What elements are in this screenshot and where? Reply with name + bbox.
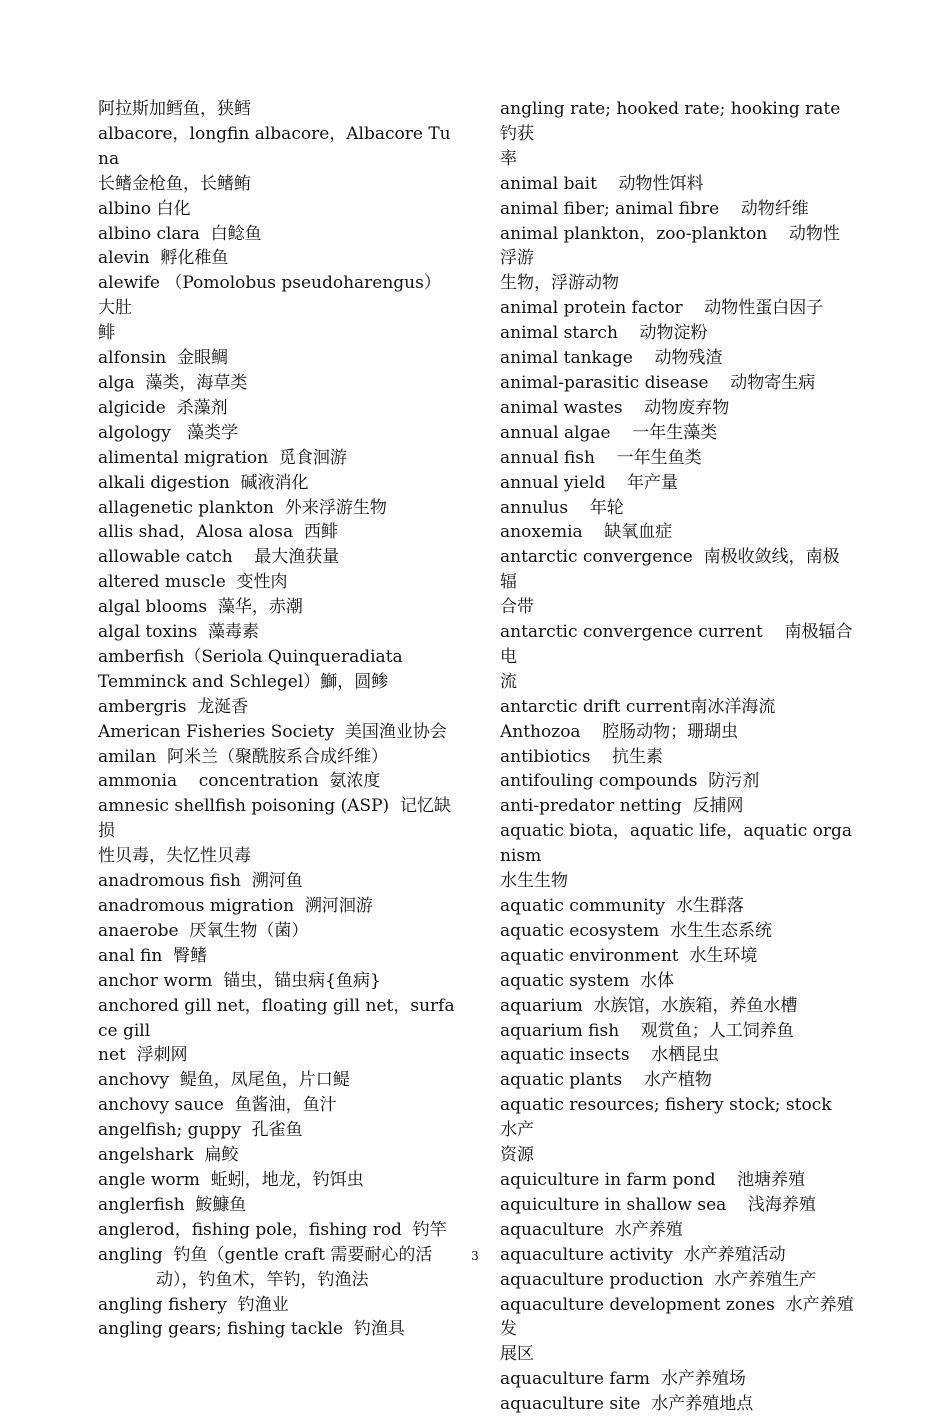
- dictionary-line: allis shad，Alosa alosa 西鲱: [98, 522, 338, 543]
- dictionary-line: anadromous fish 溯河鱼: [98, 871, 303, 892]
- dictionary-line: aquatic resources; fishery stock; stock 水产: [500, 1095, 854, 1141]
- dictionary-line: albacore，longfin albacore，Albacore Tuna: [98, 123, 451, 169]
- dictionary-line: anglerfish 鮟鱇鱼: [98, 1194, 247, 1215]
- dictionary-line: algology 藻类学: [98, 422, 239, 443]
- dictionary-line: 资源: [500, 1145, 534, 1166]
- dictionary-line: animal plankton，zoo-plankton 动物性浮游: [500, 223, 840, 269]
- dictionary-line: antarctic drift current南冰洋海流: [500, 696, 776, 717]
- dictionary-line: amnesic shellfish poisoning (ASP) 记忆缺损: [98, 796, 451, 842]
- dictionary-line: anadromous migration 溯河洄游: [98, 896, 373, 916]
- dictionary-line: 长鳍金枪鱼，长鳍鲔: [98, 173, 251, 194]
- dictionary-line: animal starch 动物淀粉: [500, 323, 708, 344]
- dictionary-line: algicide 杀藻剂: [98, 397, 228, 418]
- dictionary-line: amilan 阿米兰（聚酰胺系合成纤维）: [98, 746, 389, 767]
- dictionary-line: angling 钓鱼（gentle craft 需要耐心的活: [98, 1244, 433, 1265]
- dictionary-line: aquarium fish 观赏鱼；人工饲养鱼: [500, 1020, 794, 1041]
- dictionary-line: alimental migration 觅食洄游: [98, 447, 347, 468]
- dictionary-line: 生物，浮游动物: [500, 273, 619, 294]
- dictionary-line: Anthozoa 腔肠动物；珊瑚虫: [500, 721, 739, 742]
- dictionary-line: algal toxins 藻毒素: [98, 622, 260, 643]
- dictionary-line: animal wastes 动物废弃物: [500, 397, 730, 418]
- dictionary-line: allowable catch 最大渔获量: [98, 547, 340, 568]
- dictionary-line: aquatic environment 水生环境: [500, 945, 758, 966]
- dictionary-line: animal tankage 动物残渣: [500, 348, 723, 369]
- dictionary-line: aquatic community 水生群落: [500, 896, 744, 916]
- dictionary-line: 性贝毒，失忆性贝毒: [98, 846, 251, 867]
- dictionary-line: anglerod，fishing pole，fishing rod 钓竿: [98, 1219, 447, 1240]
- dictionary-line: aquaculture development zones 水产养殖发: [500, 1294, 854, 1340]
- page-number: 3: [471, 1249, 479, 1263]
- dictionary-line: 率: [500, 148, 517, 169]
- dictionary-line: aquaculture farm 水产养殖场: [500, 1369, 746, 1390]
- dictionary-line: antifouling compounds 防污剂: [500, 771, 760, 792]
- dictionary-line: anaerobe 厌氧生物（菌）: [98, 920, 309, 941]
- dictionary-line: aquatic plants 水产植物: [500, 1070, 712, 1091]
- dictionary-line: aquaculture activity 水产养殖活动: [500, 1244, 786, 1265]
- left-column: [98, 97, 455, 1342]
- dictionary-line: alevin 孵化稚鱼: [98, 248, 229, 269]
- dictionary-line: allagenetic plankton 外来浮游生物: [98, 497, 387, 518]
- dictionary-line: annual yield 年产量: [500, 472, 678, 493]
- dictionary-line: angling gears; fishing tackle 钓渔具: [98, 1319, 405, 1340]
- dictionary-line: annulus 年轮: [500, 497, 624, 518]
- dictionary-line: aquaculture production 水产养殖生产: [500, 1269, 817, 1290]
- dictionary-line: angling fishery 钓渔业: [98, 1294, 289, 1315]
- dictionary-line: aquiculture in farm pond 池塘养殖: [500, 1169, 806, 1190]
- dictionary-line: aquatic ecosystem 水生生态系统: [500, 920, 772, 941]
- dictionary-line: alkali digestion 碱液消化: [98, 472, 309, 493]
- dictionary-line: anoxemia 缺氧血症: [500, 522, 673, 543]
- dictionary-line: 展区: [500, 1344, 534, 1365]
- dictionary-line: aquatic biota，aquatic life，aquatic organism: [500, 821, 853, 867]
- dictionary-line: anchor worm 锚虫，锚虫病{鱼病}: [98, 970, 381, 991]
- dictionary-line: alga 藻类，海草类: [98, 372, 248, 393]
- dictionary-line: alfonsin 金眼鲷: [98, 348, 228, 369]
- dictionary-line: Temminck and Schlegel）鰤，圆鲹: [98, 671, 389, 692]
- dictionary-line: animal bait 动物性饵料: [500, 173, 704, 194]
- dictionary-line: 水生生物: [500, 871, 568, 892]
- dictionary-line: 合带: [500, 597, 534, 618]
- dictionary-line: animal-parasitic disease 动物寄生病: [500, 372, 816, 393]
- dictionary-line: amberfish（Seriola Quinqueradiata: [98, 646, 403, 667]
- dictionary-line: antarctic convergence current 南极辐合电: [500, 622, 853, 667]
- dictionary-line: antibiotics 抗生素: [500, 746, 664, 767]
- dictionary-line: algal blooms 藻华，赤潮: [98, 597, 303, 618]
- dictionary-line: 流: [500, 671, 517, 692]
- dictionary-line: aquarium 水族馆，水族箱，养鱼水槽: [500, 995, 798, 1016]
- dictionary-line: aquaculture site 水产养殖地点: [500, 1394, 754, 1415]
- dictionary-line: albino 白化: [98, 198, 191, 219]
- right-column: [500, 97, 855, 1417]
- dictionary-line: angelshark 扁鲛: [98, 1145, 239, 1166]
- dictionary-line: anchovy 鳀鱼，凤尾鱼，片口鳀: [98, 1070, 350, 1091]
- dictionary-line: anal fin 臀鳍: [98, 945, 208, 966]
- dictionary-line: aquatic system 水体: [500, 970, 675, 991]
- dictionary-line: American Fisheries Society 美国渔业协会: [98, 721, 447, 742]
- dictionary-line: animal protein factor 动物性蛋白因子: [500, 298, 824, 319]
- dictionary-line: 阿拉斯加鳕鱼，狭鳕: [98, 99, 251, 119]
- dictionary-line: anti-predator netting 反捕网: [500, 796, 744, 817]
- dictionary-line: ambergris 龙涎香: [98, 696, 249, 717]
- dictionary-line: aquiculture in shallow sea 浅海养殖: [500, 1194, 816, 1215]
- dictionary-line: altered muscle 变性肉: [98, 572, 288, 593]
- dictionary-line: angling rate; hooked rate; hooking rate 钓获: [500, 99, 852, 144]
- dictionary-line: 鲱: [98, 323, 115, 344]
- dictionary-line: 动），钓鱼术，竿钓，钓渔法: [156, 1269, 369, 1290]
- dictionary-line: anchovy sauce 鱼酱油，鱼汁: [98, 1095, 337, 1116]
- dictionary-line: ammonia concentration 氨浓度: [98, 771, 381, 792]
- dictionary-line: animal fiber; animal fibre 动物纤维: [500, 198, 809, 219]
- dictionary-line: aquaculture 水产养殖: [500, 1219, 683, 1240]
- dictionary-line: aquatic insects 水栖昆虫: [500, 1045, 720, 1066]
- dictionary-line: net 浮刺网: [98, 1045, 188, 1066]
- dictionary-line: alewife （Pomolobus pseudoharengus）大肚: [98, 273, 441, 319]
- dictionary-line: angle worm 蚯蚓，地龙，钓饵虫: [98, 1169, 364, 1190]
- dictionary-line: antarctic convergence 南极收敛线，南极辐: [500, 547, 840, 593]
- dictionary-line: albino clara 白鲶鱼: [98, 223, 262, 244]
- dictionary-line: annual fish 一年生鱼类: [500, 447, 702, 468]
- dictionary-line: annual algae 一年生藻类: [500, 422, 718, 443]
- dictionary-line: anchored gill net，floating gill net，surface gill: [98, 995, 455, 1041]
- dictionary-line: angelfish; guppy 孔雀鱼: [98, 1120, 303, 1141]
